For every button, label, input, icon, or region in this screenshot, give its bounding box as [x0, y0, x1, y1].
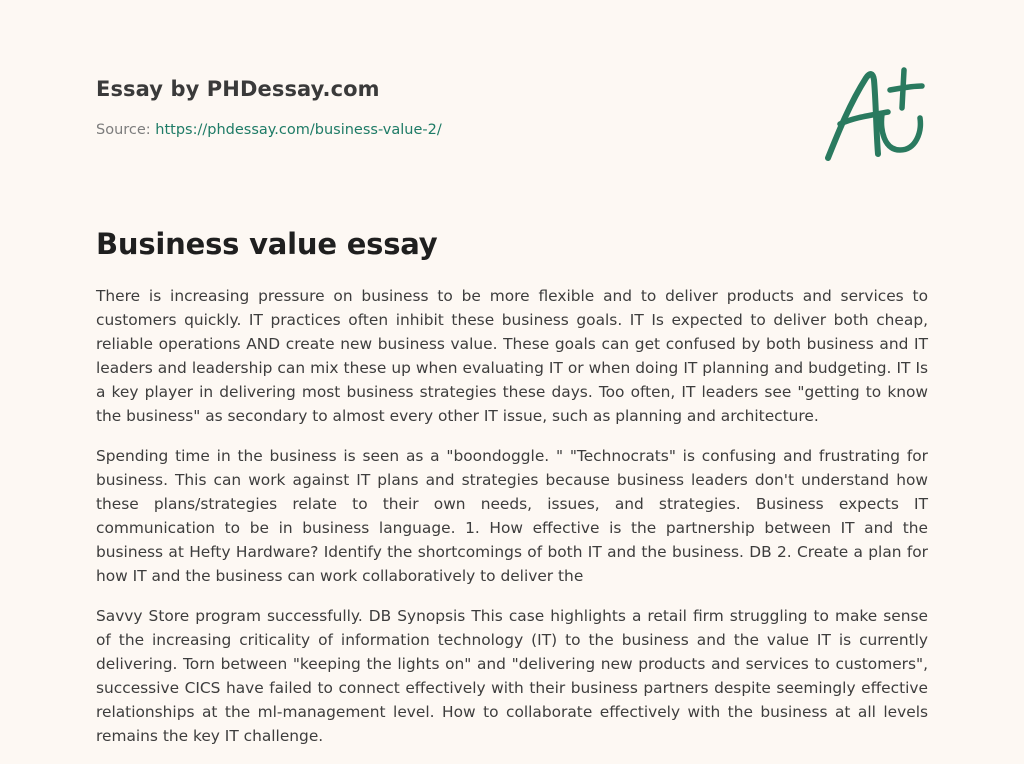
essay-paragraph: Spending time in the business is seen as a "boondoggle. " "Technocrats" is confusing and frustrating for business. This can work against IT plans and strategies because business leaders don't understand how these plans/strategies relate to their own needs, issues, and strategies. Business expects IT communication to be in business language. 1. How effective is the partnership between IT and the business at Hefty Hardware? Identify the shortcomings of both IT and the business. DB 2. Create a plan for how IT and the business can work collaboratively to deliver the: [96, 447, 928, 585]
a-plus-logo-icon: [818, 58, 938, 168]
essay-title: Business value essay: [96, 227, 438, 261]
site-title: Essay by PHDessay.com: [96, 77, 380, 101]
essay-paragraph: Savvy Store program successfully. DB Synopsis This case highlights a retail firm struggling to make sense of the increasing criticality of information technology (IT) to the business and the value IT is currently delivering. Torn between "keeping the lights on" and "delivering new products and services to customers", successive CICS have failed to connect effectively with their business partners despite seemingly effective relationships at the ml-management level. How to collaborate effectively with the business at all levels remains the key IT challenge.: [96, 607, 928, 745]
essay-paragraph: There is increasing pressure on business to be more flexible and to deliver products and services to customers quickly. IT practices often inhibit these business goals. IT Is expected to deliver both cheap, reliable operations AND create new business value. These goals can get confused by both business and IT leaders and leadership can mix these up when evaluating IT or when doing IT planning and budgeting. IT Is a key player in delivering most business strategies these days. Too often, IT leaders see "getting to know the business" as secondary to almost every other IT issue, such as planning and architecture.: [96, 287, 928, 425]
source-link[interactable]: https://phdessay.com/business-value-2/: [155, 122, 442, 138]
source-label: Source:: [96, 122, 151, 138]
page-header: [96, 74, 928, 174]
essay-body: [96, 284, 928, 764]
source-line: [96, 120, 928, 140]
